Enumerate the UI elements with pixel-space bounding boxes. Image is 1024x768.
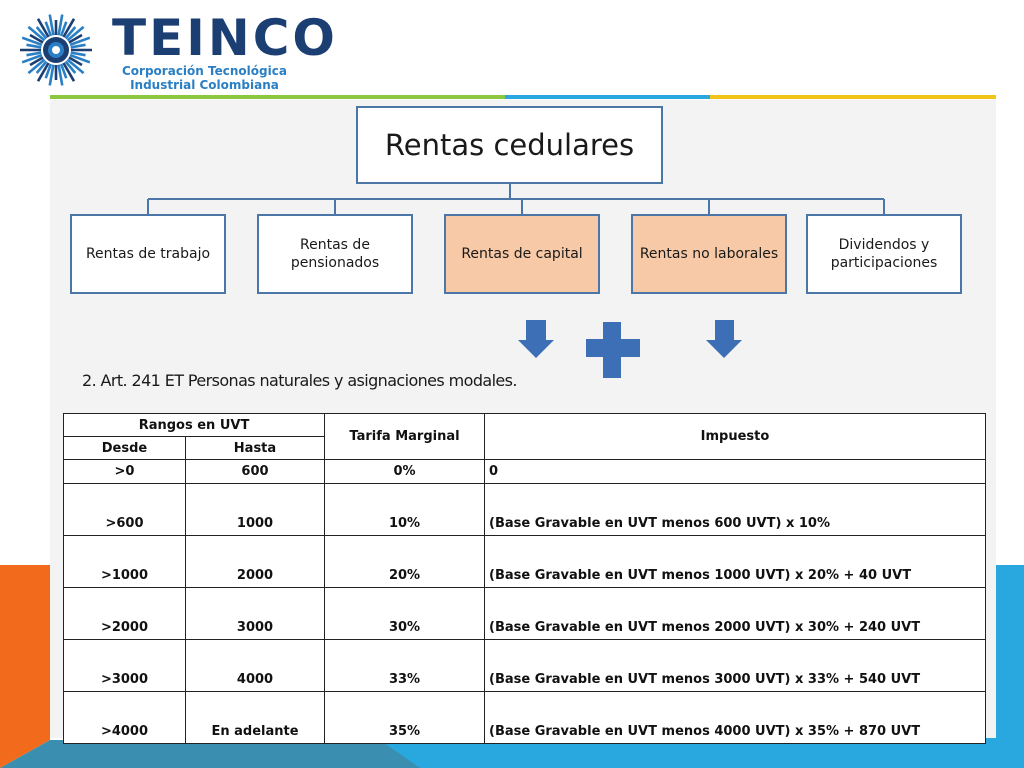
cell-desde: >3000: [64, 640, 186, 692]
cell-desde: >600: [64, 484, 186, 536]
cell-desde: >0: [64, 460, 186, 484]
cell-impuesto: (Base Gravable en UVT menos 600 UVT) x 10%: [485, 484, 986, 536]
cell-hasta: 3000: [186, 588, 325, 640]
table-row: [64, 484, 986, 536]
logo-subtitle-line1: Corporación Tecnológica: [122, 64, 287, 78]
cell-hasta: 2000: [186, 536, 325, 588]
table-row: [64, 536, 986, 588]
cell-tarifa: 0%: [325, 460, 485, 484]
header-desde: Desde: [64, 437, 186, 460]
cell-tarifa: 20%: [325, 536, 485, 588]
cell-tarifa: 30%: [325, 588, 485, 640]
table-header-row: [64, 414, 986, 437]
cell-hasta: En adelante: [186, 692, 325, 744]
article-heading: 2. Art. 241 ET Personas naturales y asignaciones modales.: [82, 371, 517, 390]
child-box-rentas-trabajo: [70, 214, 226, 294]
header-impuesto: Impuesto: [485, 414, 986, 460]
cell-desde: >2000: [64, 588, 186, 640]
child-label: Rentas de trabajo: [85, 246, 211, 262]
root-box: [356, 106, 663, 184]
table-row: [64, 640, 986, 692]
cell-impuesto: (Base Gravable en UVT menos 3000 UVT) x 33% + 540 UVT: [485, 640, 986, 692]
child-label: Rentas de pensionados: [290, 237, 380, 271]
tax-rate-table: [63, 413, 986, 744]
cell-impuesto: (Base Gravable en UVT menos 2000 UVT) x 30% + 240 UVT: [485, 588, 986, 640]
cell-tarifa: 10%: [325, 484, 485, 536]
plus-icon: [586, 322, 640, 378]
cell-tarifa: 35%: [325, 692, 485, 744]
cell-hasta: 600: [186, 460, 325, 484]
child-label: Rentas no laborales: [639, 246, 779, 262]
cell-impuesto: 0: [485, 460, 986, 484]
child-box-dividendos: [806, 214, 962, 294]
arrow-down-icon: [518, 320, 554, 358]
child-box-rentas-capital: [444, 214, 600, 294]
table-row: [64, 460, 986, 484]
table-row: [64, 588, 986, 640]
cell-desde: >1000: [64, 536, 186, 588]
child-box-rentas-no-laborales: [631, 214, 787, 294]
header-hasta: Hasta: [186, 437, 325, 460]
root-label: Rentas cedulares: [384, 128, 635, 162]
child-box-rentas-pensionados: [257, 214, 413, 294]
child-label: Dividendos y participaciones: [830, 237, 938, 271]
cell-tarifa: 33%: [325, 640, 485, 692]
table-row: [64, 692, 986, 744]
cell-hasta: 1000: [186, 484, 325, 536]
header-rangos: Rangos en UVT: [64, 414, 325, 437]
cell-impuesto: (Base Gravable en UVT menos 1000 UVT) x 20% + 40 UVT: [485, 536, 986, 588]
header-tarifa: Tarifa Marginal: [325, 414, 485, 460]
child-label: Rentas de capital: [461, 246, 583, 262]
cell-impuesto: (Base Gravable en UVT menos 4000 UVT) x 35% + 870 UVT: [485, 692, 986, 744]
logo-wordmark: TEINCO: [112, 9, 338, 67]
cell-hasta: 4000: [186, 640, 325, 692]
arrow-down-icon: [706, 320, 742, 358]
logo-subtitle-line2: Industrial Colombiana: [130, 78, 279, 92]
cell-desde: >4000: [64, 692, 186, 744]
